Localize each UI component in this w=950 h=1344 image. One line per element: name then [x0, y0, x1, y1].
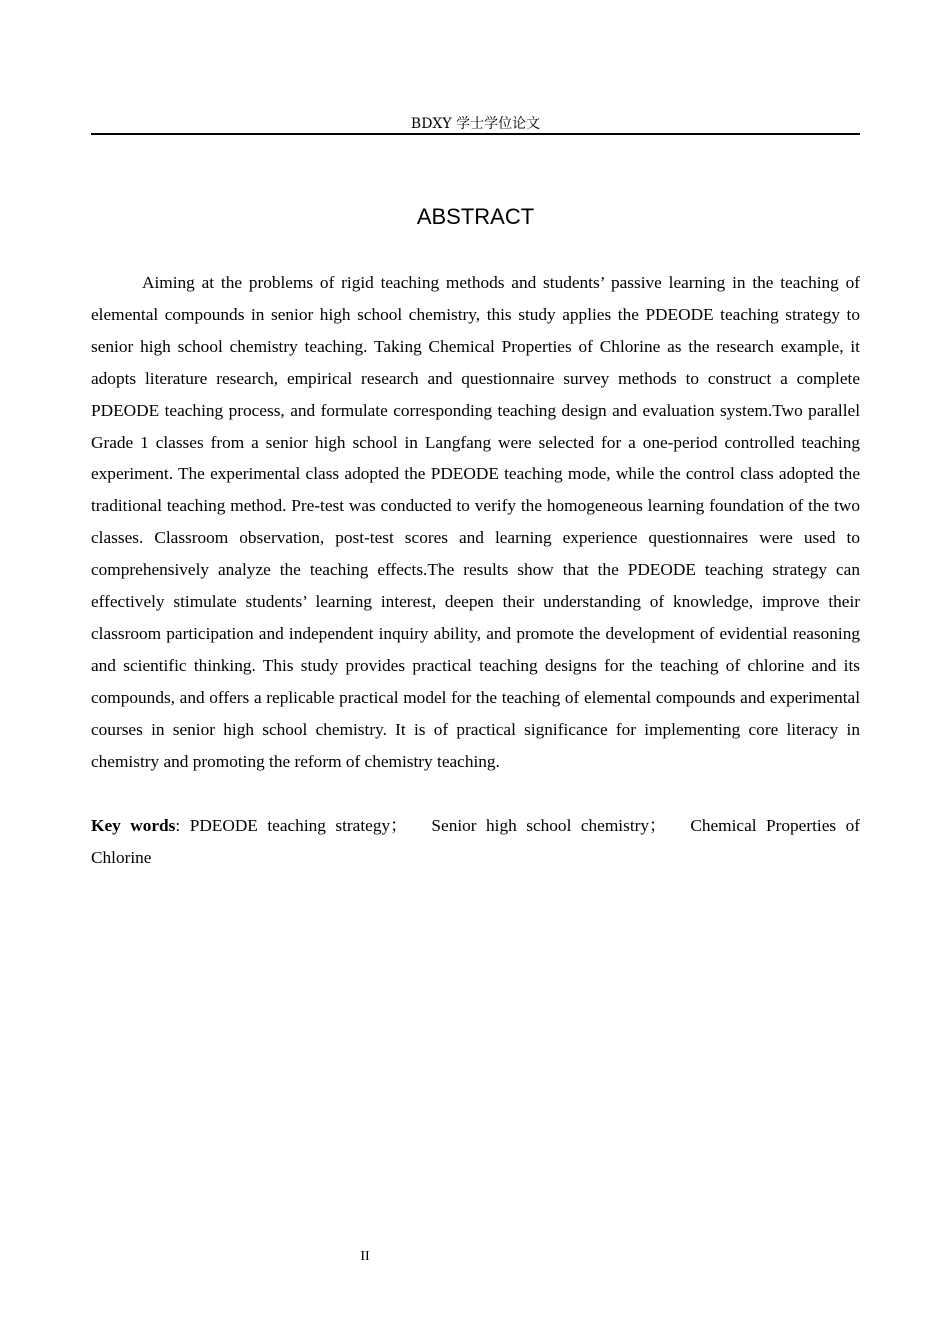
keyword-separator: ；: [649, 816, 667, 835]
keyword-item: PDEODE teaching strategy: [189, 816, 391, 835]
keyword-item: Senior high school chemistry: [431, 816, 650, 835]
page-header: BDXY 学士学位论文: [410, 116, 541, 132]
keywords-colon: :: [175, 816, 190, 835]
keywords-label: Key words: [91, 816, 176, 835]
abstract-title: ABSTRACT: [416, 204, 535, 229]
header-rule: [91, 133, 860, 135]
keyword-item: Chemical Properties of Chlorine: [91, 816, 860, 867]
abstract-body: Aiming at the problems of rigid teaching methods and students’ passive learning in the teaching of elemental compounds in senior high school chemistry, this study applies the PDEODE teaching strategy to senior high school chemistry teaching. Taking Chemical Properties of Chlorine as the research example, it adopts literature research, empirical research and questionnaire survey methods to construct a complete PDEODE teaching process, and formulate corresponding teaching design and evaluation system.Two parallel Grade 1 classes from a senior high school in Langfang were selected for a one-period controlled teaching experiment. The experimental class adopted the PDEODE teaching mode, while the control class adopted the traditional teaching method. Pre-test was conducted to verify the homogeneous learning foundation of the two classes. Classroom observation, post-test scores and learning experience questionnaires were used to comprehensively analyze the teaching effects.The results show that the PDEODE teaching strategy can effectively stimulate students’ learning interest, deepen their understanding of knowledge, improve their classroom participation and independent inquiry ability, and promote the development of evidential reasoning and scientific thinking. This study provides practical teaching designs for the teaching of chlorine and its compounds, and offers a replicable practical model for the teaching of elemental compounds and experimental courses in senior high school chemistry. It is of practical significance for implementing core literacy in chemistry and promoting the reform of chemistry teaching.: [91, 273, 860, 771]
page-number: II: [360, 1249, 370, 1264]
keywords-line: [91, 810, 860, 873]
keyword-separator: ；: [390, 816, 408, 835]
